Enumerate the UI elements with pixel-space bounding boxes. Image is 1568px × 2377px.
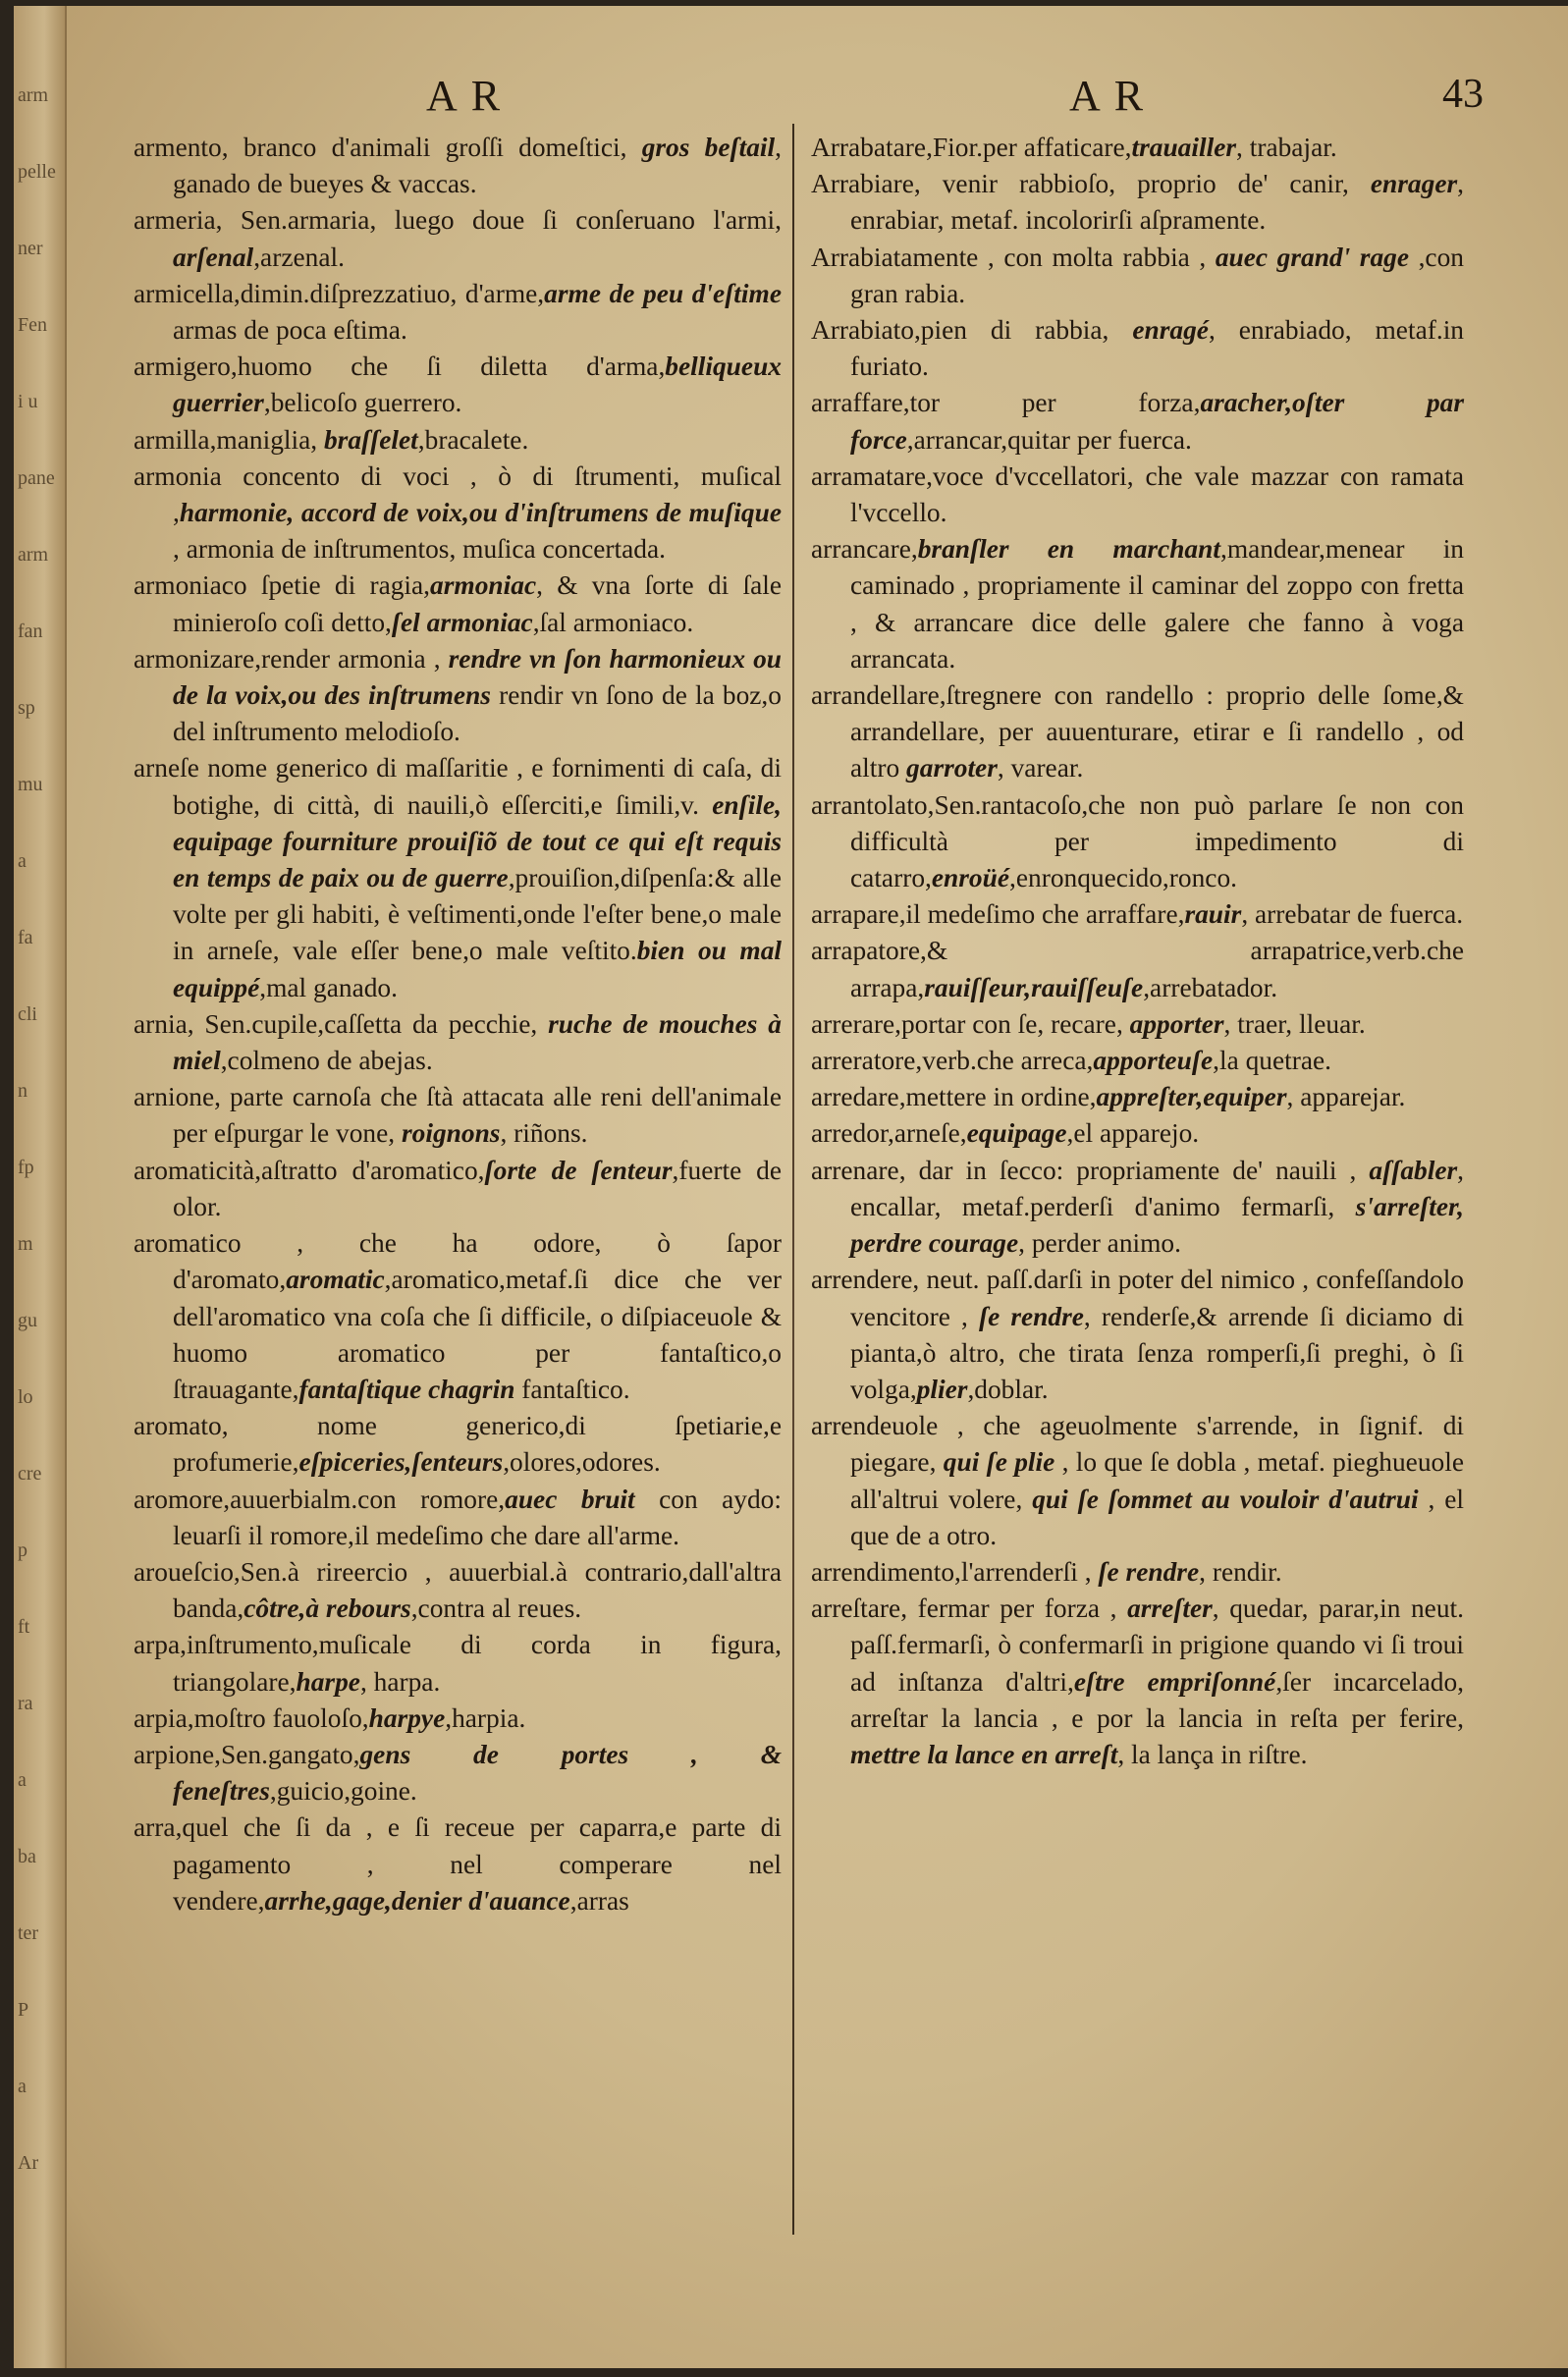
entry-text: , dar in ſecco: propriamente de' nauili , (898, 1155, 1370, 1185)
entry-text: ,Sen.rantacoſo,che non può parlare ſe non con difficultà per impedimento di catarro, (850, 789, 1464, 893)
entry-text: rendir vn ſono de la boz,o del inſtrumento melodioſo. (173, 680, 782, 747)
french-gloss: enrager (1370, 169, 1458, 199)
french-gloss: gros beſtail (641, 133, 776, 162)
entry-headword: armento (134, 133, 222, 162)
french-gloss: arſenal (173, 242, 254, 272)
dictionary-entry (811, 1554, 1464, 1591)
french-gloss: bien ou mal equippé (173, 936, 782, 1002)
entry-headword: arreſtare (811, 1594, 901, 1624)
french-gloss: arrhe,gage,denier d'auance (264, 1885, 570, 1916)
dictionary-entry (811, 1006, 1464, 1043)
entry-text: , parte carnoſa che ſtà attacata alle reni dell'animale per eſpurgar le vone, (173, 1082, 782, 1149)
previous-page-text-fragment: arm (18, 84, 49, 106)
dictionary-entry (811, 1408, 1464, 1554)
entry-text: , fermar per forza , (900, 1594, 1128, 1624)
dictionary-entry (134, 1006, 782, 1079)
dictionary-entry (811, 240, 1464, 312)
entry-text: ,ſtregnere con randello : proprio delle ſome,& arrandellare, per auuenturare, etirar e ſi randello , od altro (850, 680, 1464, 783)
entry-text: , lo que ſe dobla , metaf. pieghueuole all'altrui volere, (850, 1447, 1464, 1514)
entry-text: ,portar con ſe, recare, (894, 1008, 1130, 1039)
entry-text: ,la quetrae. (1213, 1046, 1332, 1076)
dictionary-entry (811, 1262, 1464, 1408)
entry-text: ,Sen.à rireercio , auuerbial.à contrario,dall'altra banda, (173, 1556, 782, 1624)
right-running-header: AR (1069, 72, 1158, 120)
french-gloss: qui ſe plie (943, 1447, 1055, 1478)
entry-text: ,belicoſo guerrero. (263, 388, 462, 418)
entry-headword: armoniaco (134, 570, 247, 601)
entry-text: , enrabiar, metaf. incolorirſi aſpramente. (850, 169, 1464, 236)
entry-text: , Sen.cupile,caſſetta da pecchie, (187, 1008, 549, 1039)
entry-text: ,render armonia , (254, 643, 449, 674)
entry-headword: arrandellare (811, 680, 940, 711)
entry-text: fantaſtico. (514, 1374, 630, 1404)
entry-headword: arnia (134, 1008, 188, 1039)
dictionary-entry (134, 1079, 782, 1152)
french-gloss: harmonie, accord de voix,ou d'inſtrumens de muſique (179, 498, 782, 528)
french-gloss: harpe (296, 1666, 360, 1697)
dictionary-entry (134, 1482, 782, 1554)
french-gloss: enragé (1132, 315, 1209, 346)
entry-text: ,inſtrumento,muſicale di corda in figura, triangolare, (173, 1630, 782, 1697)
entry-text: ,enronquecido,ronco. (1009, 863, 1237, 893)
previous-page-text-fragment: ner (18, 238, 43, 259)
french-gloss: qui ſe ſommet au vouloir d'autrui (1032, 1484, 1419, 1514)
dictionary-entry (811, 312, 1464, 385)
dictionary-entry (811, 531, 1464, 677)
french-gloss: ſel armoniac (391, 607, 533, 637)
left-running-header: AR (426, 72, 514, 120)
entry-text: , perder animo. (1018, 1228, 1181, 1259)
previous-page-text-fragment: P (18, 1999, 29, 2021)
entry-headword: arraffare (811, 388, 903, 418)
french-gloss: ſorte de ſenteur (484, 1155, 673, 1185)
entry-text: ,mettere in ordine, (898, 1082, 1097, 1112)
entry-text: ,quel che ſi da , e ſi receue per caparra,e parte di pagamento , nel comperare nel vendere, (173, 1812, 782, 1916)
entry-text: ,dimin.diſprezzatiuo, d'arme, (233, 278, 545, 308)
dictionary-entry (811, 130, 1464, 166)
french-gloss: fantaſtique chagrin (298, 1374, 515, 1404)
entry-text: , renderſe,& arrende ſi diciamo di pianta,ò altro, che tirata ſenza romperſi,ſi preghi, ò ſi volga, (850, 1301, 1464, 1404)
french-gloss: aracher,oſter par force (850, 388, 1465, 455)
entry-text: , rendir. (1199, 1556, 1282, 1587)
dictionary-entry (134, 1554, 782, 1627)
entry-text: ,con gran rabia. (850, 242, 1464, 308)
entry-text: ,ſer incarcelado, arreſtar la lancia , e por la lancia in reſta per ferire, (850, 1666, 1464, 1733)
entry-text: , Sen.armaria, luego doue ſi conſeruano l'armi, (215, 205, 782, 236)
page-number: 43 (1442, 72, 1484, 117)
dictionary-entry (811, 1079, 1464, 1115)
entry-text: ,maniglia, (209, 424, 324, 455)
entry-text: con aydo: leuarſi il romore,il medeſimo che dare all'arme. (173, 1484, 782, 1550)
entry-text: ,fuerte de olor. (173, 1155, 782, 1221)
dictionary-entry (134, 130, 782, 202)
entry-text: , che ageuolmente s'arrende, in ſignif. di piegare, (850, 1411, 1464, 1478)
entry-headword: arpia (134, 1702, 188, 1733)
entry-headword: arrendeuole (811, 1411, 939, 1441)
entry-headword: arrapare (811, 899, 899, 930)
entry-text: ,bracalete. (417, 424, 529, 455)
dictionary-entry (134, 349, 782, 421)
french-gloss: aromatic (286, 1265, 385, 1295)
entry-text: ,olores,odores. (503, 1447, 661, 1478)
entry-text: ,tor per forza, (902, 388, 1201, 418)
french-gloss: eſpiceries,ſenteurs (298, 1447, 504, 1478)
dictionary-entry (134, 202, 782, 275)
entry-text: , venir rabbioſo, proprio de' canir, (913, 169, 1371, 199)
entry-headword: Arrabiato (811, 315, 914, 346)
previous-page-text-fragment: Ar (18, 2152, 39, 2174)
french-gloss: enſile, equipage fourniture prouiſiõ de tout ce qui eſt requis en temps de paix ou de guerre (173, 789, 782, 893)
entry-text: ,moſtro fauoloſo, (187, 1702, 369, 1733)
previous-page-edge (14, 6, 67, 2368)
previous-page-text-fragment: p (18, 1540, 27, 1561)
dictionary-entry (811, 787, 1464, 897)
dictionary-entry (134, 1701, 782, 1737)
previous-page-text-fragment: fp (18, 1157, 34, 1178)
entry-text: ,aromatico,metaf.ſi dice che ver dell'aromatico vna coſa che ſi difficile, o diſpiaceuole & huomo aromatico per fantaſtico,o ſtrauagante, (173, 1265, 782, 1404)
french-gloss: braſſelet (323, 424, 418, 455)
entry-text: ,arras (569, 1885, 629, 1916)
previous-page-text-fragment: lo (18, 1386, 33, 1408)
french-gloss: auec grand' rage (1215, 242, 1410, 272)
previous-page-text-fragment: a (18, 850, 27, 872)
entry-headword: arnione (134, 1082, 215, 1112)
entry-headword: arneſe (134, 753, 199, 783)
dictionary-entry (811, 385, 1464, 458)
dictionary-entry (134, 1627, 782, 1700)
french-gloss: apporteuſe (1093, 1046, 1214, 1076)
entry-text: ,arzenal. (253, 242, 345, 272)
entry-text: ,huomo che ſi diletta d'arma, (230, 351, 666, 382)
previous-page-text-fragment: n (18, 1080, 27, 1102)
entry-headword: armonia (134, 460, 222, 491)
entry-headword: arredor (811, 1118, 888, 1149)
entry-text: ,ſal armoniaco. (532, 607, 694, 637)
dictionary-entry (134, 1408, 782, 1481)
entry-headword: aromatico (134, 1228, 242, 1259)
previous-page-text-fragment: ba (18, 1846, 36, 1867)
entry-text: ,aſtratto d'aromatico, (254, 1155, 485, 1185)
french-gloss: rendre vn ſon harmonieux ou de la voix,ou des inſtrumens (173, 643, 782, 711)
french-gloss: appreſter,equiper (1096, 1082, 1287, 1112)
entry-text: , arrebatar de fuerca. (1241, 899, 1464, 930)
entry-text: , trabajar. (1236, 133, 1337, 162)
previous-page-text-fragment: ra (18, 1693, 33, 1714)
previous-page-text-fragment: Fen (18, 314, 47, 336)
dictionary-entry (811, 1153, 1464, 1263)
entry-text: , encallar, metaf.perderſi d'animo fermarſi, (850, 1155, 1464, 1221)
entry-text: ,colmeno de abejas. (220, 1046, 433, 1076)
entry-text: armas de poca eſtima. (173, 315, 407, 346)
entry-text: ,verb.che arreca, (915, 1046, 1094, 1076)
previous-page-text-fragment: fan (18, 621, 43, 642)
entry-headword: arrenare (811, 1155, 899, 1185)
entry-headword: Arrabiatamente (811, 242, 979, 272)
entry-text: ,arneſe, (887, 1118, 967, 1149)
french-gloss: armoniac (430, 570, 537, 601)
entry-headword: aroueſcio (134, 1556, 234, 1587)
entry-text: ,arrebatador. (1143, 972, 1278, 1002)
entry-text: ,Fior.per affaticare, (926, 133, 1132, 162)
dictionary-entry (134, 1153, 782, 1225)
french-gloss: equipage (966, 1118, 1067, 1149)
entry-text: nome generico di maſſaritie , e fornimenti di caſa, di botighe, di città, di nauili,ò eſſerciti,e ſimili,v. (173, 753, 782, 820)
dictionary-entry (134, 1225, 782, 1408)
french-gloss: arme de peu d'eſtime (544, 278, 782, 308)
french-gloss: gens de portes , & feneſtres (173, 1739, 782, 1807)
french-gloss: aſſabler (1369, 1155, 1458, 1185)
entry-text: , nome generico,di ſpetiarie,e profumerie, (173, 1411, 782, 1478)
entry-text: ,prouiſion,diſpenſa:& alle volte per gli habiti, è veſtimenti,onde l'eſter bene,o male in arneſe, vale eſſer bene,o male veſtito. (173, 863, 783, 966)
entry-headword: aromato (134, 1411, 222, 1441)
french-gloss: ruche de mouches à miel (173, 1008, 783, 1076)
previous-page-text-fragment: a (18, 2076, 27, 2097)
dictionary-entry (811, 166, 1464, 239)
french-gloss: harpye (368, 1702, 446, 1733)
entry-headword: armilla (134, 424, 210, 455)
dictionary-entry (811, 1115, 1464, 1152)
previous-page-text-fragment: cli (18, 1003, 37, 1025)
dictionary-entry (134, 276, 782, 349)
entry-text: ,contra al reues. (410, 1594, 582, 1624)
entry-text: ,doblar. (967, 1374, 1049, 1404)
entry-text: , apparejar. (1286, 1082, 1406, 1112)
french-gloss: belliqueux guerrier (173, 351, 782, 418)
entry-headword: arrancare (811, 534, 911, 565)
previous-page-text-fragment: a (18, 1769, 27, 1791)
french-gloss: ſe rendre (978, 1301, 1084, 1331)
entry-text: ,mal ganado. (259, 972, 398, 1002)
french-gloss: roignons (401, 1118, 501, 1149)
entry-text: ,voce d'vccellatori, che vale mazzar con ramata l'vccello. (850, 460, 1464, 528)
entry-text: ,l'arrenderſi , (954, 1556, 1099, 1587)
french-gloss: côtre,à rebours (243, 1594, 411, 1624)
french-gloss: apporter (1129, 1008, 1224, 1039)
french-gloss: auec bruit (505, 1484, 635, 1514)
entry-text: , (910, 534, 918, 565)
entry-headword: arrantolato (811, 789, 928, 820)
previous-page-text-fragment: ter (18, 1922, 39, 1944)
french-gloss: trauailler (1131, 133, 1237, 162)
french-gloss: enroüé (931, 863, 1010, 893)
french-gloss: garroter (906, 753, 998, 783)
dictionary-entry (811, 896, 1464, 933)
french-gloss: ſe rendre (1098, 1556, 1200, 1587)
entry-text: , la lança in riſtre. (1117, 1739, 1308, 1769)
french-gloss: branſler en marchant (917, 534, 1220, 565)
dictionary-entry (134, 750, 782, 1005)
entry-text: , ganado de bueyes & vaccas. (173, 133, 782, 199)
entry-headword: arramatare (811, 460, 927, 491)
dictionary-page (14, 6, 1568, 2368)
entry-headword: aromaticità (134, 1155, 255, 1185)
entry-text: , varear. (997, 753, 1084, 783)
previous-page-text-fragment: i u (18, 391, 38, 412)
entry-text: ,il medeſimo che arraffare, (898, 899, 1185, 930)
entry-headword: arredare (811, 1082, 899, 1112)
dictionary-entry (134, 1810, 782, 1919)
right-column (811, 130, 1464, 1773)
dictionary-entry (134, 459, 782, 568)
dictionary-entry (811, 1591, 1464, 1773)
previous-page-text-fragment: pelle (18, 161, 56, 183)
entry-text: ,el apparejo. (1066, 1118, 1200, 1149)
entry-headword: arpa (134, 1630, 181, 1660)
entry-text: , che ha odore, ò ſapor d'aromato, (173, 1228, 782, 1295)
entry-text: ,auuerbialm.con romore, (223, 1484, 506, 1514)
dictionary-entry (134, 641, 782, 751)
entry-headword: armicella (134, 278, 234, 308)
french-gloss: eſtre empriſonné (1073, 1666, 1276, 1697)
dictionary-entry (811, 459, 1464, 531)
entry-text: ,mandear,menear in caminado , propriamente il caminar del zoppo con fretta , & arrancare dice delle galere che fanno à voga arrancata. (850, 534, 1464, 674)
entry-text: , con molta rabbia , (978, 242, 1216, 272)
entry-headword: arrapatore (811, 936, 920, 966)
entry-text: , neut. paſſ.darſi in poter del nimico , confeſſandolo vencitore , (850, 1265, 1464, 1331)
entry-text: concento di voci , ò di ſtrumenti, muſical , (173, 460, 782, 528)
french-gloss: rauir (1184, 899, 1242, 930)
left-column (134, 130, 782, 1919)
previous-page-text-fragment: gu (18, 1310, 37, 1331)
entry-headword: arra (134, 1812, 176, 1843)
entry-text: ,harpia. (445, 1702, 526, 1733)
dictionary-entry (134, 567, 782, 640)
entry-text: , harpa. (359, 1666, 441, 1697)
french-gloss: rauiſſeur,rauiſſeuſe (924, 972, 1144, 1002)
entry-text: ,& arrapatrice,verb.che arrapa, (850, 936, 1464, 1002)
entry-headword: arrendimento (811, 1556, 955, 1587)
entry-headword: armigero (134, 351, 231, 382)
dictionary-entry (134, 1737, 782, 1810)
dictionary-entry (134, 422, 782, 459)
dictionary-entry (811, 677, 1464, 787)
entry-headword: Arrabiare (811, 169, 914, 199)
entry-headword: Arrabatare (811, 133, 927, 162)
entry-text: ,guicio,goine. (269, 1776, 417, 1807)
previous-page-text-fragment: ft (18, 1616, 30, 1638)
entry-text: , armonia de inſtrumentos, muſica concertada. (173, 534, 666, 565)
entry-text: , & vna ſorte di ſale minieroſo coſi detto, (173, 570, 782, 637)
entry-text: ,arrancar,quitar per fuerca. (906, 424, 1192, 455)
entry-headword: arrerare (811, 1008, 895, 1039)
french-gloss: arreſter (1127, 1594, 1213, 1624)
previous-page-text-fragment: cre (18, 1463, 42, 1485)
entry-text: ſpetie di ragia, (246, 570, 431, 601)
previous-page-text-fragment: arm (18, 544, 49, 566)
entry-headword: armonizare (134, 643, 255, 674)
entry-text: , traer, lleuar. (1223, 1008, 1366, 1039)
dictionary-entry (811, 1043, 1464, 1079)
entry-text: , quedar, parar,in neut. paſſ.fermarſi, ò confermarſi in prigione quando vi ſi troui ad inſtanza d'altri, (850, 1594, 1464, 1697)
entry-headword: arpione (134, 1739, 215, 1769)
entry-headword: armeria (134, 205, 216, 236)
entry-text: , el que de a otro. (850, 1484, 1464, 1550)
previous-page-text-fragment: mu (18, 774, 43, 795)
entry-headword: arrendere (811, 1265, 913, 1295)
previous-page-text-fragment: m (18, 1233, 33, 1255)
entry-text: , branco d'animali groſſi domeſtici, (221, 133, 642, 162)
french-gloss: s'arreſter, perdre courage (850, 1191, 1464, 1259)
entry-headword: aromore (134, 1484, 224, 1514)
entry-text: ,Sen.gangato, (214, 1739, 360, 1769)
column-divider (792, 124, 794, 2235)
previous-page-text-fragment: fa (18, 927, 33, 948)
previous-page-text-fragment: pane (18, 467, 55, 489)
entry-text: ,pien di rabbia, (913, 315, 1133, 346)
french-gloss: mettre la lance en arreſt (850, 1739, 1118, 1769)
french-gloss: plier (916, 1374, 968, 1404)
entry-headword: arreratore (811, 1046, 916, 1076)
dictionary-entry (811, 933, 1464, 1005)
entry-text: , riñons. (500, 1118, 588, 1149)
previous-page-text-fragment: sp (18, 697, 35, 719)
entry-text: , enrabiado, metaf.in furiato. (850, 315, 1464, 382)
